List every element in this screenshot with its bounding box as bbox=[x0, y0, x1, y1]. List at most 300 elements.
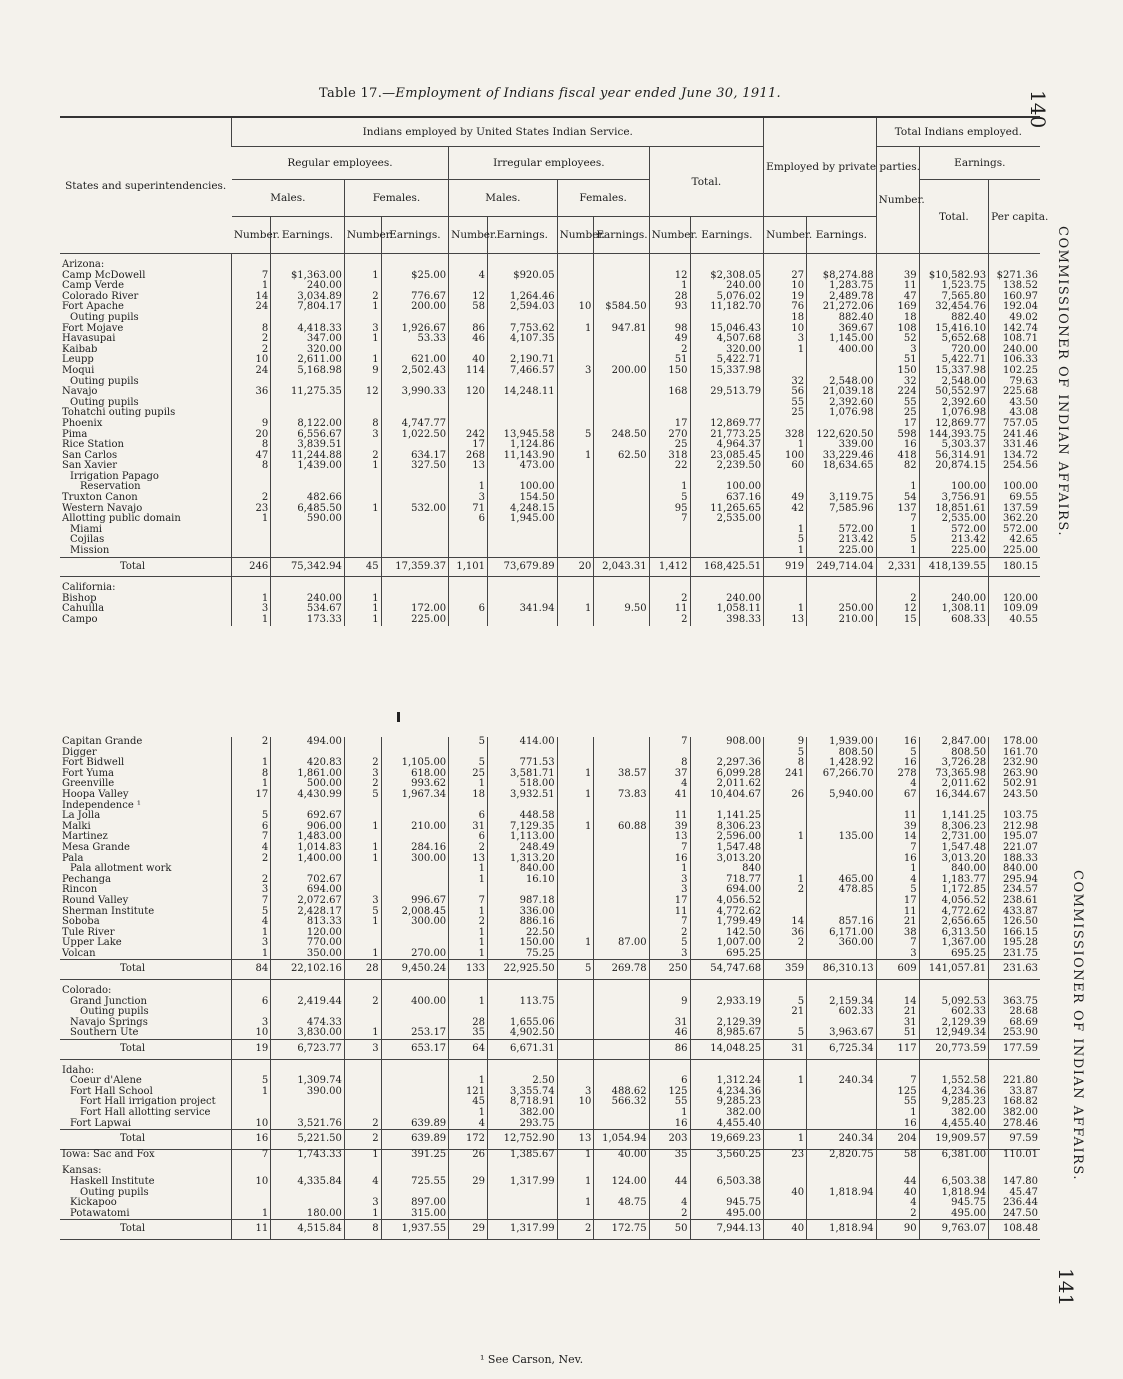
cell: 33,229.46 bbox=[807, 451, 877, 462]
cell: 813.33 bbox=[271, 917, 345, 928]
row-label: Cahuilla bbox=[62, 603, 105, 615]
cell: 4,515.84 bbox=[271, 1220, 345, 1240]
cell bbox=[764, 854, 807, 865]
cell: 840.00 bbox=[919, 864, 989, 875]
cell: 327.50 bbox=[381, 461, 449, 472]
cell bbox=[594, 875, 649, 886]
cell: 56 bbox=[764, 387, 807, 398]
cell: 67,266.70 bbox=[807, 769, 877, 780]
cell: 268 bbox=[449, 451, 488, 462]
cell bbox=[232, 472, 271, 483]
cell: 25 bbox=[876, 408, 919, 419]
cell bbox=[594, 377, 649, 388]
cell: 2 bbox=[449, 917, 488, 928]
cell: 369.67 bbox=[807, 324, 877, 335]
hdr-earnings: Earnings. bbox=[271, 217, 345, 254]
cell: 1,141.25 bbox=[690, 811, 764, 822]
cell: 232.90 bbox=[989, 758, 1040, 769]
cell: 3 bbox=[449, 493, 488, 504]
cell: 43.50 bbox=[989, 398, 1040, 409]
footnote: ¹ See Carson, Nev. bbox=[480, 1353, 584, 1366]
cell: 98 bbox=[649, 324, 690, 335]
cell: 7,753.62 bbox=[488, 324, 558, 335]
cell: 2 bbox=[649, 615, 690, 626]
cell: 225.00 bbox=[919, 546, 989, 557]
cell bbox=[557, 1018, 594, 1029]
cell: 17 bbox=[876, 419, 919, 430]
cell: 40 bbox=[764, 1220, 807, 1240]
cell: 4,056.52 bbox=[690, 896, 764, 907]
cell bbox=[594, 896, 649, 907]
cell: 300.00 bbox=[381, 854, 449, 865]
cell: 60.88 bbox=[594, 822, 649, 833]
cell bbox=[449, 408, 488, 419]
cell: 278 bbox=[876, 769, 919, 780]
cell bbox=[594, 493, 649, 504]
cell bbox=[449, 1059, 488, 1076]
cell: 240.34 bbox=[807, 1076, 877, 1087]
cell: 25 bbox=[449, 769, 488, 780]
cell: 43.08 bbox=[989, 408, 1040, 419]
cell: 3,581.71 bbox=[488, 769, 558, 780]
cell: 5 bbox=[764, 748, 807, 759]
cell bbox=[649, 313, 690, 324]
table-row bbox=[60, 398, 1040, 409]
cell bbox=[449, 577, 488, 594]
cell: 241 bbox=[764, 769, 807, 780]
cell bbox=[344, 1108, 381, 1119]
cell bbox=[488, 577, 558, 594]
cell: 180.15 bbox=[989, 557, 1040, 577]
row-label: Allotting public domain bbox=[62, 513, 181, 525]
cell bbox=[232, 525, 271, 536]
cell bbox=[488, 535, 558, 546]
running-head-b: COMMISSIONER OF INDIAN AFFAIRS. bbox=[1070, 870, 1085, 1181]
cell: 20,874.15 bbox=[919, 461, 989, 472]
cell: 2,011.62 bbox=[919, 779, 989, 790]
cell bbox=[919, 980, 989, 997]
cell bbox=[381, 980, 449, 997]
cell: 11,275.35 bbox=[271, 387, 345, 398]
cell: 420.83 bbox=[271, 758, 345, 769]
cell: 1 bbox=[344, 302, 381, 313]
cell: 16.10 bbox=[488, 875, 558, 886]
cell bbox=[271, 1097, 345, 1108]
cell: 161.70 bbox=[989, 748, 1040, 759]
cell: 5,422.71 bbox=[919, 355, 989, 366]
hdr-num: Number. bbox=[649, 217, 690, 254]
cell bbox=[557, 504, 594, 515]
hdr-num: Number. bbox=[557, 217, 594, 254]
cell: 22 bbox=[649, 461, 690, 472]
cell: 221.80 bbox=[989, 1076, 1040, 1087]
cell: 1 bbox=[232, 1087, 271, 1098]
cell: $25.00 bbox=[381, 271, 449, 282]
cell: 23,085.45 bbox=[690, 451, 764, 462]
cell: 12,869.77 bbox=[919, 419, 989, 430]
cell: 1,076.98 bbox=[807, 408, 877, 419]
cell: 1 bbox=[449, 949, 488, 960]
hdr-num: Number. bbox=[449, 217, 488, 254]
cell bbox=[807, 1209, 877, 1220]
cell bbox=[807, 254, 877, 271]
cell: 11,143.90 bbox=[488, 451, 558, 462]
cell: 598 bbox=[876, 430, 919, 441]
cell: 908.00 bbox=[690, 737, 764, 748]
cell: 2,535.00 bbox=[919, 514, 989, 525]
hdr-earnings: Earnings. bbox=[381, 217, 449, 254]
cell: 2,011.62 bbox=[690, 779, 764, 790]
cell bbox=[594, 313, 649, 324]
cell bbox=[232, 1097, 271, 1108]
cell: 1 bbox=[557, 938, 594, 949]
cell: 1,367.00 bbox=[919, 938, 989, 949]
cell: 68.69 bbox=[989, 1018, 1040, 1029]
cell: 1 bbox=[876, 1108, 919, 1119]
cell bbox=[807, 801, 877, 812]
cell: 362.20 bbox=[989, 514, 1040, 525]
cell: 18,634.65 bbox=[807, 461, 877, 472]
cell bbox=[557, 1028, 594, 1039]
cell: 6 bbox=[449, 832, 488, 843]
cell bbox=[344, 928, 381, 939]
cell: $10,582.93 bbox=[919, 271, 989, 282]
cell bbox=[557, 907, 594, 918]
cell bbox=[381, 482, 449, 493]
cell: 44 bbox=[876, 1177, 919, 1188]
cell: 725.55 bbox=[381, 1177, 449, 1188]
cell: 1,483.00 bbox=[271, 832, 345, 843]
cell bbox=[344, 1160, 381, 1177]
cell bbox=[557, 461, 594, 472]
table-row bbox=[60, 790, 1040, 801]
hdr-irr-males: Males. bbox=[449, 180, 557, 217]
row-label: Cojilas bbox=[70, 534, 105, 546]
cell bbox=[557, 345, 594, 356]
cell: 18,851.61 bbox=[919, 504, 989, 515]
cell: 5 bbox=[649, 938, 690, 949]
cell bbox=[344, 875, 381, 886]
cell: 212.98 bbox=[989, 822, 1040, 833]
cell: 9 bbox=[649, 997, 690, 1008]
cell bbox=[344, 980, 381, 997]
cell bbox=[271, 577, 345, 594]
cell: 9 bbox=[344, 366, 381, 377]
cell: 4 bbox=[876, 1198, 919, 1209]
cell: 695.25 bbox=[919, 949, 989, 960]
cell: 54 bbox=[876, 493, 919, 504]
cell bbox=[989, 1059, 1040, 1076]
cell: 21 bbox=[764, 1007, 807, 1018]
cell: 234.57 bbox=[989, 885, 1040, 896]
row-label: Fort Hall School bbox=[70, 1085, 153, 1097]
hdr-num: Number. bbox=[764, 217, 807, 254]
cell: 1 bbox=[876, 864, 919, 875]
cell: 2,820.75 bbox=[807, 1149, 877, 1160]
cell: 694.00 bbox=[690, 885, 764, 896]
cell bbox=[557, 896, 594, 907]
cell: 22,925.50 bbox=[488, 960, 558, 980]
cell: 2 bbox=[344, 758, 381, 769]
cell: 11 bbox=[232, 1220, 271, 1240]
row-label: Rincon bbox=[62, 884, 98, 896]
cell bbox=[690, 546, 764, 557]
cell: 5,940.00 bbox=[807, 790, 877, 801]
cell: 2,159.34 bbox=[807, 997, 877, 1008]
cell bbox=[557, 949, 594, 960]
cell bbox=[594, 408, 649, 419]
cell bbox=[594, 885, 649, 896]
cell: 4,335.84 bbox=[271, 1177, 345, 1188]
cell: 2 bbox=[557, 1220, 594, 1240]
cell bbox=[594, 832, 649, 843]
cell: 195.07 bbox=[989, 832, 1040, 843]
row-label: Southern Ute bbox=[70, 1027, 139, 1039]
cell: 32,454.76 bbox=[919, 302, 989, 313]
cell: 100 bbox=[764, 451, 807, 462]
cell: 192.04 bbox=[989, 302, 1040, 313]
hdr-num: Number. bbox=[344, 217, 381, 254]
cell: 4,507.68 bbox=[690, 334, 764, 345]
total-row bbox=[60, 557, 1040, 577]
cell bbox=[271, 525, 345, 536]
cell: 1 bbox=[764, 604, 807, 615]
cell: 6,313.50 bbox=[919, 928, 989, 939]
cell: 3 bbox=[344, 1040, 381, 1060]
cell: 341.94 bbox=[488, 604, 558, 615]
cell: 4 bbox=[449, 1119, 488, 1130]
cell: 2,043.31 bbox=[594, 557, 649, 577]
cell: 3,034.89 bbox=[271, 292, 345, 303]
cell bbox=[594, 525, 649, 536]
cell bbox=[557, 313, 594, 324]
cell: 16 bbox=[232, 1130, 271, 1150]
cell: 150 bbox=[649, 366, 690, 377]
cell: $584.50 bbox=[594, 302, 649, 313]
cell: 3,932.51 bbox=[488, 790, 558, 801]
cell: 87.00 bbox=[594, 938, 649, 949]
cell bbox=[989, 577, 1040, 594]
cell: 695.25 bbox=[690, 949, 764, 960]
cell bbox=[344, 1059, 381, 1076]
cell: 12,869.77 bbox=[690, 419, 764, 430]
cell: 3 bbox=[344, 896, 381, 907]
cell: 3 bbox=[232, 604, 271, 615]
cell: 502.91 bbox=[989, 779, 1040, 790]
cell: 278.46 bbox=[989, 1119, 1040, 1130]
cell: 50,552.97 bbox=[919, 387, 989, 398]
cell: 3,963.67 bbox=[807, 1028, 877, 1039]
cell bbox=[764, 355, 807, 366]
cell: 5 bbox=[876, 885, 919, 896]
row-label: Mesa Grande bbox=[62, 841, 130, 853]
row-label: Greenville bbox=[62, 778, 115, 790]
cell: 1,141.25 bbox=[919, 811, 989, 822]
cell: 1,400.00 bbox=[271, 854, 345, 865]
cell: 5,652.68 bbox=[919, 334, 989, 345]
cell: 41 bbox=[649, 790, 690, 801]
cell bbox=[344, 398, 381, 409]
cell bbox=[649, 980, 690, 997]
cell: 108.71 bbox=[989, 334, 1040, 345]
cell: 1,308.11 bbox=[919, 604, 989, 615]
cell bbox=[271, 398, 345, 409]
row-label: Iowa: Sac and Fox bbox=[62, 1148, 155, 1160]
cell: 31 bbox=[876, 1018, 919, 1029]
cell bbox=[876, 254, 919, 271]
cell bbox=[232, 546, 271, 557]
cell: 4,056.52 bbox=[919, 896, 989, 907]
cell bbox=[557, 801, 594, 812]
cell: 178.00 bbox=[989, 737, 1040, 748]
cell: 2 bbox=[232, 345, 271, 356]
cell bbox=[557, 472, 594, 483]
cell: $2,308.05 bbox=[690, 271, 764, 282]
row-label: Grand Junction bbox=[70, 995, 147, 1007]
cell: 17 bbox=[449, 440, 488, 451]
row-label: Outing pupils bbox=[70, 375, 139, 387]
cell bbox=[807, 1059, 877, 1076]
cell: 6,503.38 bbox=[690, 1177, 764, 1188]
cell: 7 bbox=[232, 896, 271, 907]
cell: 263.90 bbox=[989, 769, 1040, 780]
cell bbox=[594, 1028, 649, 1039]
row-label: Upper Lake bbox=[62, 937, 122, 949]
cell: 3,119.75 bbox=[807, 493, 877, 504]
cell: 1 bbox=[557, 769, 594, 780]
cell: 60 bbox=[764, 461, 807, 472]
cell bbox=[381, 535, 449, 546]
cell: 1 bbox=[557, 451, 594, 462]
table-row bbox=[60, 843, 1040, 854]
cell: 31 bbox=[449, 822, 488, 833]
cell: 1 bbox=[764, 546, 807, 557]
cell: 3,560.25 bbox=[690, 1149, 764, 1160]
cell: 40 bbox=[449, 355, 488, 366]
cell: 339.00 bbox=[807, 440, 877, 451]
cell: 295.94 bbox=[989, 875, 1040, 886]
row-label: Total bbox=[60, 960, 232, 980]
cell bbox=[764, 1198, 807, 1209]
row-label: Kaibab bbox=[62, 343, 98, 355]
cell: 518.00 bbox=[488, 779, 558, 790]
cell bbox=[381, 514, 449, 525]
cell: 168 bbox=[649, 387, 690, 398]
cell bbox=[807, 854, 877, 865]
cell: 1 bbox=[232, 594, 271, 605]
cell: 9 bbox=[232, 419, 271, 430]
cell: 5 bbox=[649, 493, 690, 504]
cell bbox=[488, 419, 558, 430]
cell: 4 bbox=[449, 271, 488, 282]
hdr-total: Total. bbox=[649, 147, 764, 217]
cell: 7 bbox=[649, 737, 690, 748]
cell: 3 bbox=[232, 1018, 271, 1029]
table-row bbox=[60, 896, 1040, 907]
row-label: Digger bbox=[62, 746, 97, 758]
cell bbox=[449, 546, 488, 557]
total-row bbox=[60, 1220, 1040, 1240]
cell bbox=[764, 1087, 807, 1098]
cell: 3 bbox=[876, 949, 919, 960]
cell: 2 bbox=[344, 451, 381, 462]
cell: 18 bbox=[764, 313, 807, 324]
cell: 6,381.00 bbox=[919, 1149, 989, 1160]
cell: 4,747.77 bbox=[381, 419, 449, 430]
cell: 10,404.67 bbox=[690, 790, 764, 801]
cell bbox=[594, 997, 649, 1008]
hdr-num: Number. bbox=[232, 217, 271, 254]
cell: 22,102.16 bbox=[271, 960, 345, 980]
cell: 2,548.00 bbox=[919, 377, 989, 388]
cell bbox=[557, 398, 594, 409]
cell: 608.33 bbox=[919, 615, 989, 626]
row-label: La Jolla bbox=[62, 810, 101, 822]
cell: 15,337.98 bbox=[919, 366, 989, 377]
cell: 39 bbox=[876, 271, 919, 282]
cell bbox=[344, 514, 381, 525]
row-label: Fort Yuma bbox=[62, 767, 115, 779]
cell: 3 bbox=[344, 1198, 381, 1209]
cell: 1,412 bbox=[649, 557, 690, 577]
table-number: Table 17. bbox=[319, 86, 383, 101]
cell bbox=[557, 387, 594, 398]
cell bbox=[232, 398, 271, 409]
cell: 1 bbox=[764, 440, 807, 451]
cell bbox=[557, 1108, 594, 1119]
row-label: Capitan Grande bbox=[62, 736, 143, 747]
cell bbox=[344, 1076, 381, 1087]
cell: 5 bbox=[344, 907, 381, 918]
cell: 3,756.91 bbox=[919, 493, 989, 504]
cell bbox=[557, 271, 594, 282]
cell: 1,818.94 bbox=[807, 1220, 877, 1240]
cell bbox=[557, 875, 594, 886]
cell: 4,455.40 bbox=[690, 1119, 764, 1130]
cell bbox=[594, 472, 649, 483]
cell: 23 bbox=[764, 1149, 807, 1160]
cell: 400.00 bbox=[381, 997, 449, 1008]
cell: 2,596.00 bbox=[690, 832, 764, 843]
cell: 996.67 bbox=[381, 896, 449, 907]
row-label: Colorado River bbox=[62, 290, 139, 302]
cell bbox=[488, 1188, 558, 1199]
cell: $8,274.88 bbox=[807, 271, 877, 282]
cell: 9,450.24 bbox=[381, 960, 449, 980]
cell bbox=[594, 801, 649, 812]
cell: 1 bbox=[344, 504, 381, 515]
cell: 5 bbox=[764, 997, 807, 1008]
cell: 808.50 bbox=[807, 748, 877, 759]
cell: 500.00 bbox=[271, 779, 345, 790]
table-row bbox=[60, 408, 1040, 419]
cell: 1 bbox=[764, 1130, 807, 1150]
cell: 7 bbox=[232, 271, 271, 282]
cell: 1,967.34 bbox=[381, 790, 449, 801]
cell: 147.80 bbox=[989, 1177, 1040, 1188]
hdr-per-capita: Per capita. bbox=[989, 180, 1040, 254]
cell: 6,556.67 bbox=[271, 430, 345, 441]
cell: 15,416.10 bbox=[919, 324, 989, 335]
cell: 172.75 bbox=[594, 1220, 649, 1240]
cell: 135.00 bbox=[807, 832, 877, 843]
table-row bbox=[60, 615, 1040, 626]
cell bbox=[594, 334, 649, 345]
row-label: Soboba bbox=[62, 916, 100, 928]
cell: 240.00 bbox=[989, 345, 1040, 356]
cell: 1 bbox=[649, 864, 690, 875]
cell bbox=[449, 525, 488, 536]
